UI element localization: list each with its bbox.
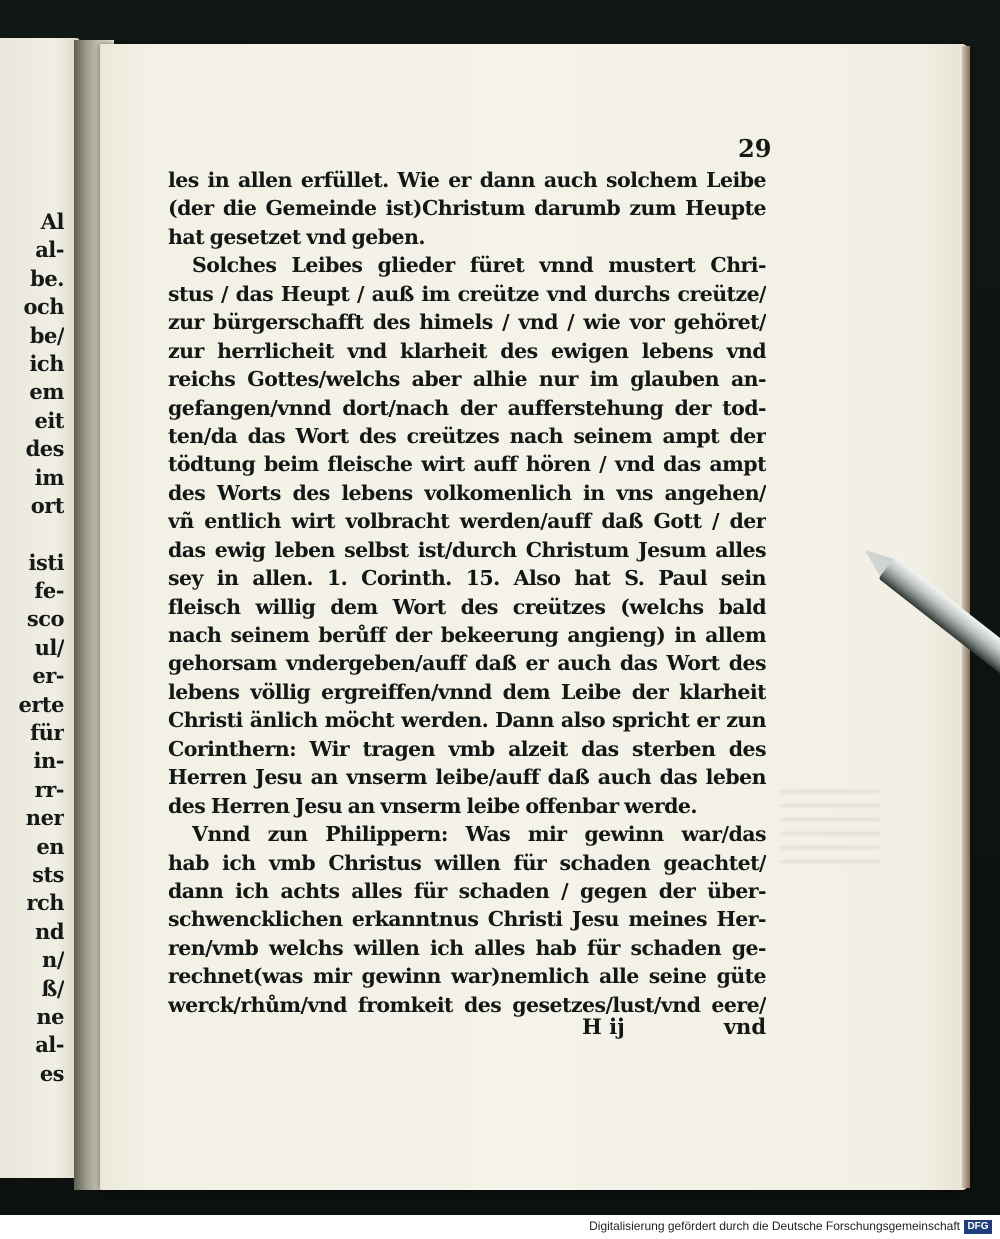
left-fragment: rch <box>26 890 64 916</box>
left-fragment: für <box>30 720 64 746</box>
text-line: zur bürgerschafft des himels / vnd / wie vor gehöret/ <box>168 310 766 335</box>
text-line: schwencklichen erkanntnus Christi Jesu meines Her- <box>168 907 766 932</box>
left-fragment <box>0 520 64 548</box>
left-fragment: sts <box>32 861 64 887</box>
text-line: lebens völlig ergreiffen/vnnd dem Leibe der klarheit <box>168 679 766 704</box>
text-line: zur herrlicheit vnd klarheit des ewigen lebens vnd <box>168 338 766 363</box>
text-line: ten/da das Wort des creützes nach seinem ampt der <box>168 423 766 448</box>
left-fragment: in- <box>33 748 64 774</box>
left-fragment: eit <box>34 407 64 433</box>
left-fragment: al- <box>35 1032 64 1058</box>
text-line: Corinthern: Wir tragen vmb alzeit das sterben des <box>168 736 766 761</box>
text-line: gefangen/vnnd dort/nach der aufferstehung der tod- <box>168 395 766 420</box>
text-line: rechnet(was mir gewinn war)nemlich alle seine güte <box>168 964 766 989</box>
left-fragment: er- <box>32 663 64 689</box>
text-line: sey in allen. 1. Corinth. 15. Also hat S. Paul sein <box>168 566 766 591</box>
left-fragment: im <box>34 464 64 490</box>
left-fragment: des <box>25 436 64 462</box>
text-line: stus / das Heupt / auß im creütze vnd durchs creütze/ <box>168 281 766 306</box>
left-fragment: en <box>36 833 64 859</box>
text-line: des Worts des lebens volkomenlich in vns angehen/ <box>168 480 766 505</box>
left-fragment: ß/ <box>41 975 64 1001</box>
text-line: Christi änlich möcht werden. Dann also spricht er zun <box>168 708 766 733</box>
text-line: gehorsam vndergeben/auff daß er auch das Wort des <box>168 651 766 676</box>
left-fragment: rr- <box>34 776 64 802</box>
left-fragment: Al <box>40 209 64 234</box>
text-line: reichs Gottes/welchs aber alhie nur im glauben an- <box>168 367 766 392</box>
catchword: vnd <box>723 1014 766 1039</box>
text-line: Solches Leibes glieder füret vnnd mustert Chri- <box>192 253 766 278</box>
left-fragment: ner <box>25 805 64 831</box>
signature-mark: H ij <box>582 1014 625 1039</box>
text-line: vñ entlich wirt volbracht werden/auff daß Gott / der <box>168 509 766 534</box>
text-line: Herren Jesu an vnserm leibe/auff daß auch das leben <box>168 765 766 790</box>
left-fragment: fe- <box>34 578 64 604</box>
text-line: ren/vmb welchs willen ich alles hab für schaden ge- <box>168 935 766 960</box>
text-line: hab ich vmb Christus willen für schaden geachtet/ <box>168 850 766 875</box>
left-fragment: och <box>23 294 64 320</box>
text-line: Vnnd zun Philippern: Was mir gewinn war/das <box>192 822 766 847</box>
digitization-credit: Digitalisierung gefördert durch die Deutsche Forschungsgemeinschaft <box>589 1219 960 1233</box>
left-fragment: em <box>29 379 64 405</box>
left-fragment: isti <box>28 549 64 575</box>
page-number: 29 <box>738 134 772 163</box>
left-fragment: erte <box>18 691 64 717</box>
left-fragment: sco <box>26 606 64 632</box>
left-fragment: n/ <box>42 947 64 973</box>
left-fragment: ul/ <box>34 634 64 660</box>
left-page <box>0 38 80 1178</box>
left-fragment: ne <box>36 1003 64 1029</box>
page-footer <box>168 1014 766 1044</box>
left-fragment: be. <box>30 265 64 291</box>
text-line: fleisch willig dem Wort des creützes (welchs bald <box>168 594 766 619</box>
left-fragment: nd <box>35 918 64 944</box>
text-line: tödtung beim fleische wirt auff hören / vnd das ampt <box>168 452 766 477</box>
left-fragment: ort <box>30 492 64 518</box>
left-fragment: be/ <box>29 322 64 348</box>
left-fragment: es <box>39 1060 64 1086</box>
text-line: des Herren Jesu an vnserm leibe offenbar werde. <box>168 793 697 818</box>
text-line: dann ich achts alles für schaden / gegen der über- <box>168 878 766 903</box>
left-fragment: ich <box>29 350 64 376</box>
text-line: werck/rhům/vnd fromkeit des gesetzes/lust/vnd eere/ <box>168 992 766 1017</box>
body-text <box>168 166 766 1019</box>
text-line: (der die Gemeinde ist)Christum darumb zum Heupte <box>168 196 766 221</box>
dfg-logo[interactable]: DFG <box>964 1220 992 1234</box>
left-fragment: al- <box>35 237 64 263</box>
text-line: hat gesetzet vnd geben. <box>168 224 425 249</box>
text-line: das ewig leben selbst ist/durch Christum Jesum alles <box>168 537 766 562</box>
text-line: nach seinem berůff der bekeerung angieng) in allem <box>168 623 766 647</box>
left-page-text-fragments <box>0 208 64 1088</box>
text-line: les in allen erfüllet. Wie er dann auch solchem Leibe <box>168 168 766 192</box>
show-through-text <box>780 790 880 870</box>
